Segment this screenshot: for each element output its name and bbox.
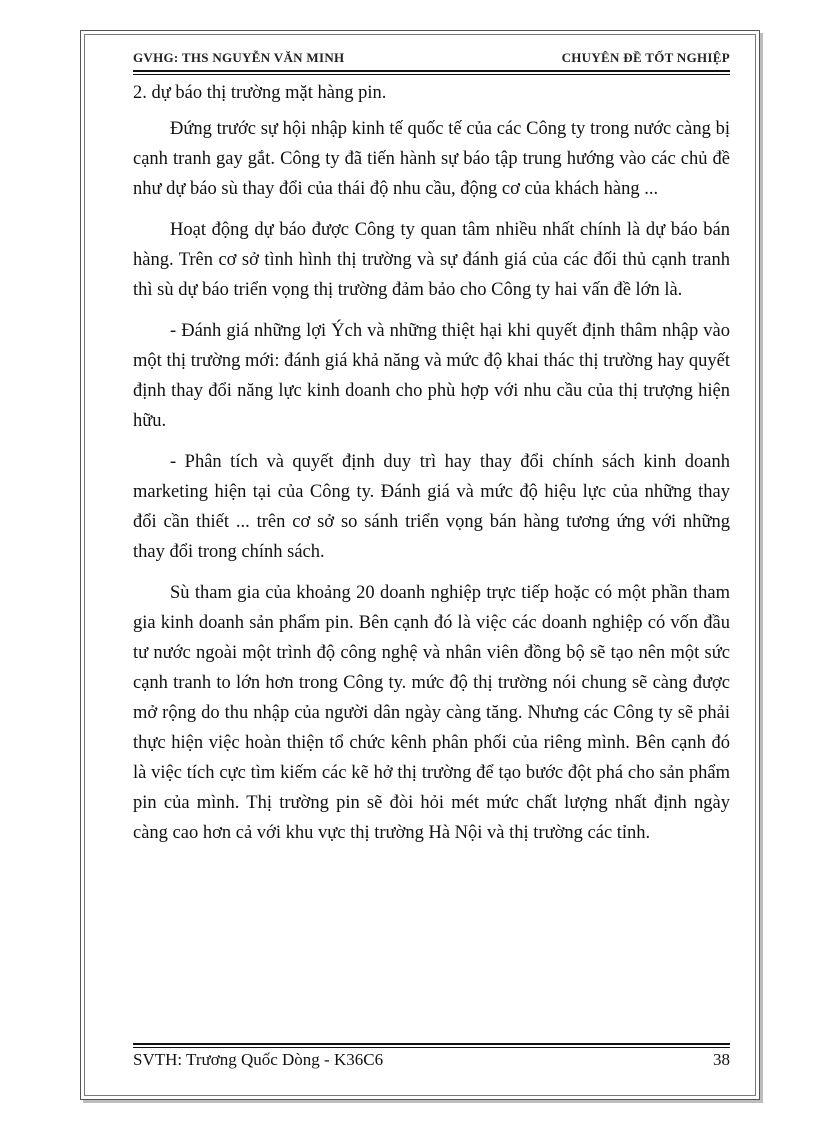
header-advisor: GVHG: THS NGUYỄN VĂN MINH xyxy=(133,50,345,65)
document-body xyxy=(133,78,730,859)
header-rule xyxy=(133,70,730,75)
footer-student: SVTH: Trương Quốc Dòng - K36C6 xyxy=(133,1050,384,1069)
paragraph: - Đánh giá những lợi Ých và những thiệt hại khi quyết định thâm nhập vào một thị trường mới: đánh giá khả năng và mức độ khai thác thị trường hay quyết định thay đổi năng lực kinh doanh cho phù hợp với nhu cầu của thị trượng hiện hữu. xyxy=(133,321,730,431)
page-header xyxy=(133,50,730,66)
page-footer xyxy=(133,1050,730,1070)
paragraph: - Phân tích và quyết định duy trì hay thay đổi chính sách kinh doanh marketing hiện tại của Công ty. Đánh giá và mức độ hiệu lực của những thay đổi cần thiết ... trên cơ sở so sánh triển vọng bán hàng tương ứng với những thay đổi trong chính sách. xyxy=(133,452,730,562)
header-title: CHUYÊN ĐỀ TỐT NGHIỆP xyxy=(561,50,730,65)
footer-rule xyxy=(133,1043,730,1048)
paragraph: Hoạt động dự báo được Công ty quan tâm nhiều nhất chính là dự báo bán hàng. Trên cơ sở tình hình thị trường và sự đánh giá của các đối thủ cạnh tranh thì sù dự báo triển vọng thị trường đảm bảo cho Công ty hai vấn đề lớn là. xyxy=(133,220,730,300)
paragraph: Sù tham gia của khoảng 20 doanh nghiệp trực tiếp hoặc có một phần tham gia kinh doanh sản phẩm pin. Bên cạnh đó là việc các doanh nghiệp có vốn đầu tư nước ngoài một trình độ công nghệ và nhân viên đồng bộ sẽ tạo nên một sức cạnh tranh to lớn hơn trong Công ty. mức độ thị trường nói chung sẽ càng được mở rộng do thu nhập của người dân ngày càng tăng. Nhưng các Công ty sẽ phải thực hiện việc hoàn thiện tổ chức kênh phân phối của riêng mình. Bên cạnh đó là việc tích cực tìm kiếm các kẽ hở thị trường để tạo bước đột phá cho sản phẩm pin của mình. Thị trường pin sẽ đòi hỏi mét mức chất lượng nhất định ngày càng cao hơn cả với khu vực thị trường Hà Nội và thị trường các tỉnh. xyxy=(133,583,730,843)
paragraph: Đứng trước sự hội nhập kinh tế quốc tế của các Công ty trong nước càng bị cạnh tranh gay gắt. Công ty đã tiến hành sự báo tập trung hướng vào các chủ đề như dự báo sù thay đổi của thái độ nhu cầu, động cơ của khách hàng ... xyxy=(133,119,730,199)
page-number: 38 xyxy=(713,1050,730,1069)
section-heading: 2. dự báo thị trường mặt hàng pin. xyxy=(133,83,387,103)
